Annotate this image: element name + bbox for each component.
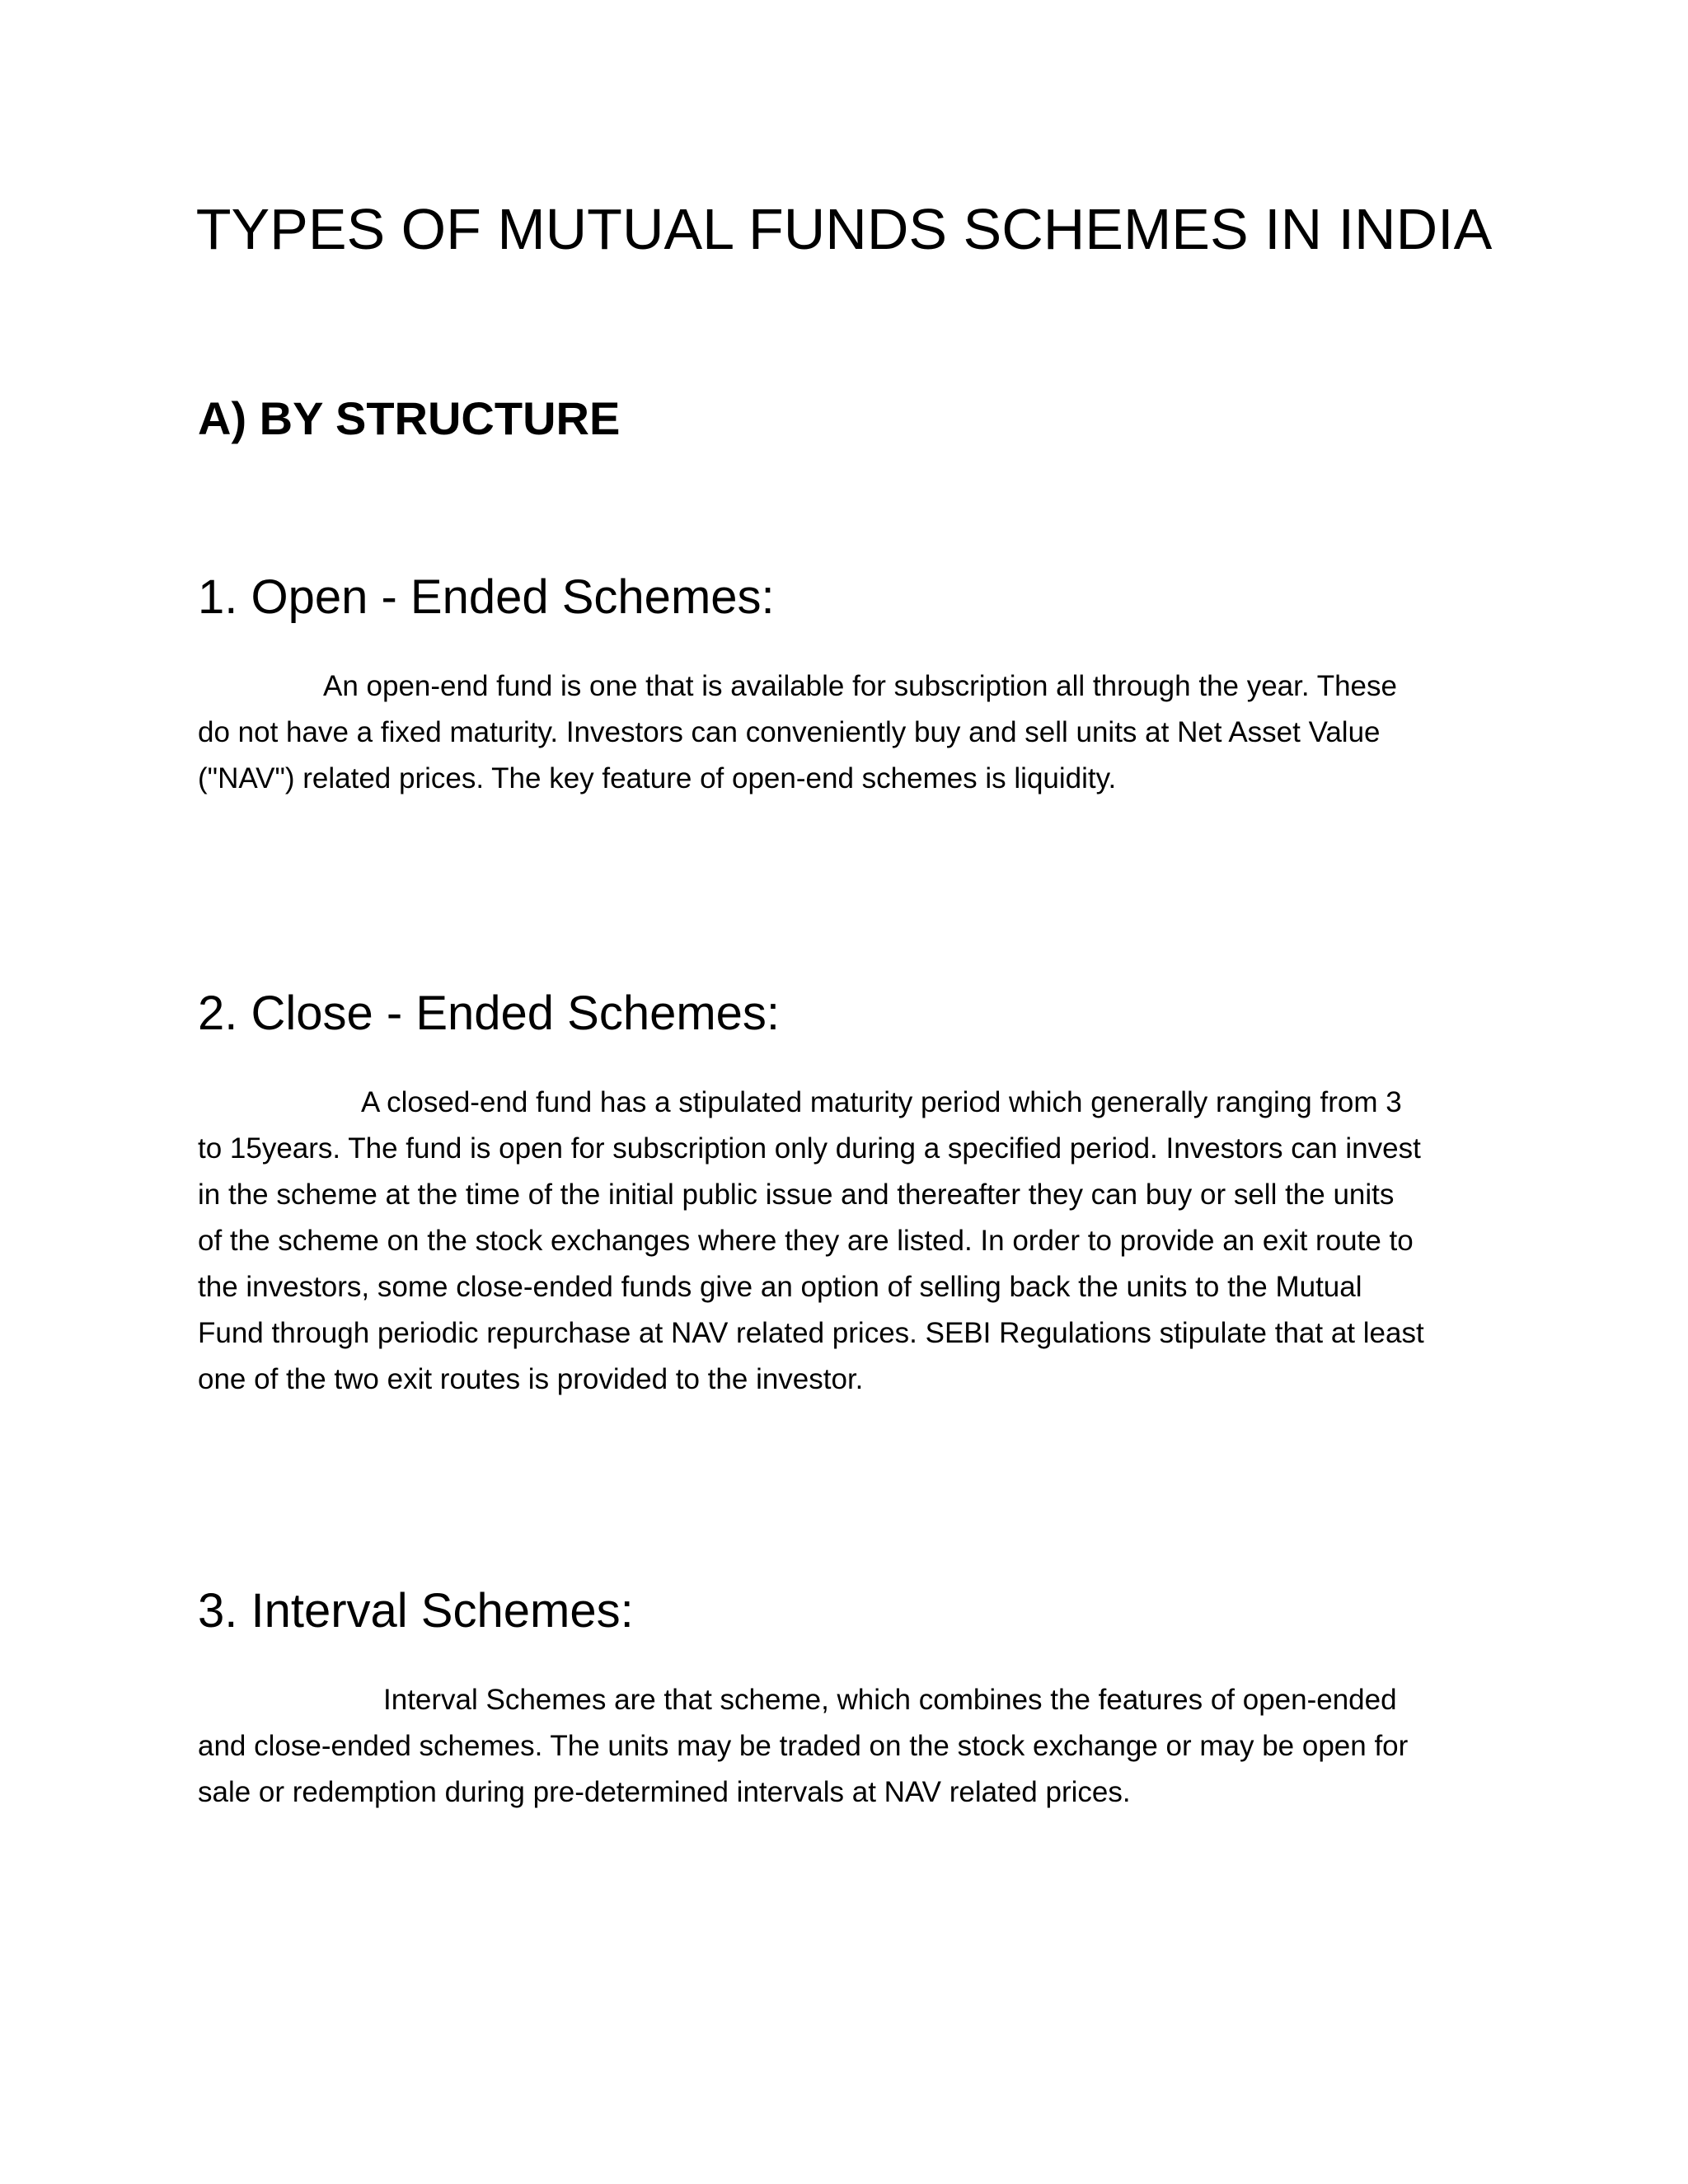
section-heading-by-structure: A) BY STRUCTURE — [198, 392, 621, 444]
scheme-body-open-ended — [198, 663, 1492, 802]
paragraph-line: Interval Schemes are that scheme, which combines the features of open-ended — [383, 1684, 1397, 1716]
paragraph-line: in the scheme at the time of the initial public issue and thereafter they can buy or sell the units — [198, 1179, 1395, 1211]
scheme-body-interval — [198, 1677, 1492, 1816]
paragraph-line: one of the two exit routes is provided to the investor. — [198, 1363, 864, 1395]
paragraph-line: the investors, some close-ended funds give an option of selling back the units to the Mutual — [198, 1271, 1362, 1303]
paragraph-line: An open-end fund is one that is available for subscription all through the year. These — [323, 670, 1397, 702]
paragraph-line: to 15years. The fund is open for subscription only during a specified period. Investors can invest — [198, 1132, 1421, 1165]
scheme-heading-close-ended: 2. Close - Ended Schemes: — [198, 987, 781, 1040]
paragraph-line: and close-ended schemes. The units may be traded on the stock exchange or may be open for — [198, 1730, 1409, 1762]
paragraph-line: ("NAV") related prices. The key feature of open-end schemes is liquidity. — [198, 762, 1117, 794]
paragraph-line: sale or redemption during pre-determined intervals at NAV related prices. — [198, 1776, 1131, 1808]
paragraph-line: A closed-end fund has a stipulated maturity period which generally ranging from 3 — [361, 1086, 1402, 1118]
document-title: TYPES OF MUTUAL FUNDS SCHEMES IN INDIA — [195, 197, 1493, 261]
paragraph-line: Fund through periodic repurchase at NAV related prices. SEBI Regulations stipulate that at least — [198, 1317, 1424, 1349]
paragraph-line: do not have a fixed maturity. Investors can conveniently buy and sell units at Net Asset Value — [198, 716, 1381, 748]
scheme-body-close-ended — [198, 1080, 1492, 1403]
paragraph-line: of the scheme on the stock exchanges where they are listed. In order to provide an exit route to — [198, 1225, 1414, 1257]
scheme-heading-open-ended: 1. Open - Ended Schemes: — [198, 570, 775, 624]
scheme-heading-interval: 3. Interval Schemes: — [198, 1584, 634, 1638]
